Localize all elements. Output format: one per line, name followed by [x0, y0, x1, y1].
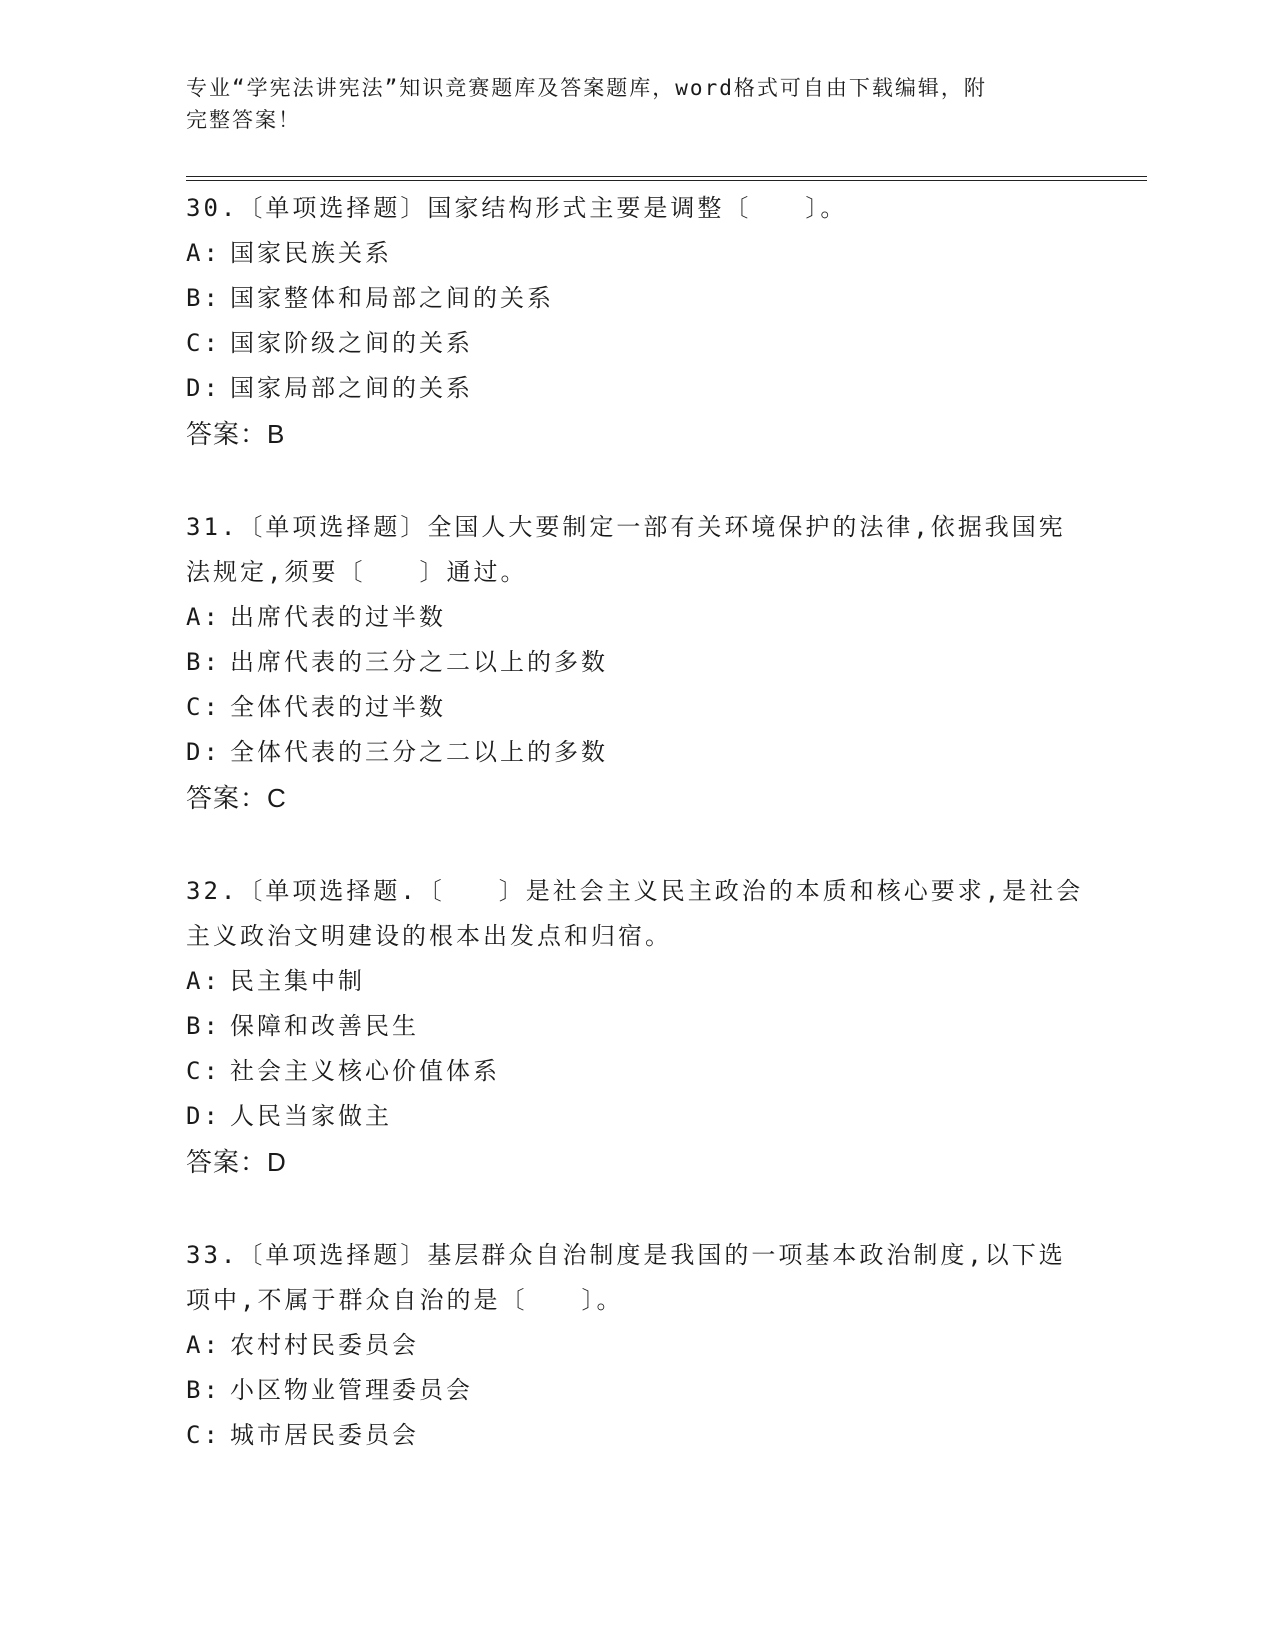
option-letter: B:	[186, 284, 221, 312]
option-letter: C:	[186, 693, 221, 721]
option-a	[186, 231, 1086, 276]
option-letter: B:	[186, 1376, 221, 1404]
option-a	[186, 1323, 1086, 1368]
option-letter: A:	[186, 603, 221, 631]
option-letter: D:	[186, 738, 221, 766]
option-letter: A:	[186, 239, 221, 267]
option-d	[186, 366, 1086, 411]
option-text: 出席代表的过半数	[230, 603, 446, 631]
option-text: 国家整体和局部之间的关系	[230, 284, 554, 312]
option-text: 民主集中制	[230, 967, 365, 995]
header-line-1: 专业“学宪法讲宪法”知识竞赛题库及答案题库，word格式可自由下载编辑，附	[186, 76, 987, 100]
option-text: 城市居民委员会	[230, 1421, 419, 1449]
question-stem: 31.〔单项选择题〕全国人大要制定一部有关环境保护的法律,依据我国宪法规定,须要〔 〕通过。	[186, 513, 1066, 586]
question-31	[186, 505, 1086, 821]
option-text: 全体代表的三分之二以上的多数	[230, 738, 608, 766]
question-33	[186, 1233, 1086, 1458]
option-letter: B:	[186, 1012, 221, 1040]
question-stem: 33.〔单项选择题〕基层群众自治制度是我国的一项基本政治制度,以下选项中,不属于群众自治的是〔 〕。	[186, 1241, 1066, 1314]
option-d	[186, 730, 1086, 775]
option-letter: D:	[186, 374, 221, 402]
question-list	[186, 186, 1086, 1506]
option-text: 国家民族关系	[230, 239, 392, 267]
question-30	[186, 186, 1086, 457]
option-text: 国家局部之间的关系	[230, 374, 473, 402]
option-text: 全体代表的过半数	[230, 693, 446, 721]
option-letter: B:	[186, 648, 221, 676]
option-text: 社会主义核心价值体系	[230, 1057, 500, 1085]
answer-line: 答案：D	[186, 1147, 287, 1177]
option-letter: A:	[186, 1331, 221, 1359]
option-letter: A:	[186, 967, 221, 995]
option-c	[186, 321, 1086, 366]
document-header	[186, 72, 1066, 136]
option-b	[186, 276, 1086, 321]
option-b	[186, 640, 1086, 685]
option-b	[186, 1004, 1086, 1049]
option-letter: C:	[186, 1057, 221, 1085]
option-letter: D:	[186, 1102, 221, 1130]
option-c	[186, 1049, 1086, 1094]
option-text: 小区物业管理委员会	[230, 1376, 473, 1404]
option-a	[186, 595, 1086, 640]
option-c	[186, 1413, 1086, 1458]
option-a	[186, 959, 1086, 1004]
option-letter: C:	[186, 329, 221, 357]
option-b	[186, 1368, 1086, 1413]
question-stem: 30.〔单项选择题〕国家结构形式主要是调整〔 〕。	[186, 194, 848, 222]
header-line-2: 完整答案！	[186, 108, 301, 132]
answer-line: 答案：B	[186, 419, 286, 449]
option-d	[186, 1094, 1086, 1139]
option-c	[186, 685, 1086, 730]
answer-line: 答案：C	[186, 783, 287, 813]
option-text: 农村村民委员会	[230, 1331, 419, 1359]
double-divider-rule	[186, 176, 1147, 181]
question-stem: 32.〔单项选择题.〔 〕是社会主义民主政治的本质和核心要求,是社会主义政治文明建设的根本出发点和归宿。	[186, 877, 1084, 950]
question-32	[186, 869, 1086, 1185]
option-letter: C:	[186, 1421, 221, 1449]
option-text: 出席代表的三分之二以上的多数	[230, 648, 608, 676]
option-text: 国家阶级之间的关系	[230, 329, 473, 357]
option-text: 保障和改善民生	[230, 1012, 419, 1040]
option-text: 人民当家做主	[230, 1102, 392, 1130]
